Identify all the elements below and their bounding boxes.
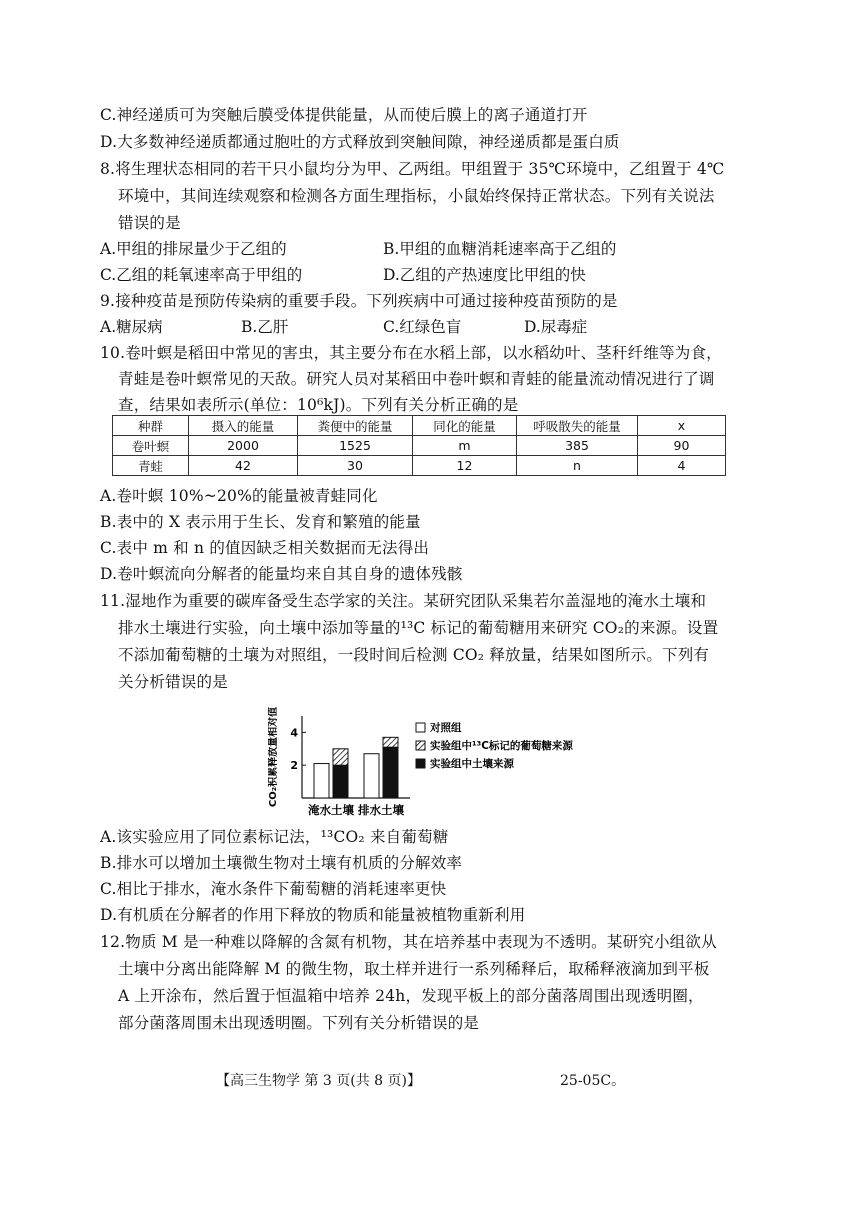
q10-option-c: C.表中 m 和 n 的值因缺乏相关数据而无法得出 xyxy=(100,539,430,557)
table-cell: 青蛙 xyxy=(113,456,189,476)
table-header: 呼吸散失的能量 xyxy=(517,416,638,436)
bar-glucose-source xyxy=(383,737,398,747)
q11-option-b: B.排水可以增加土壤微生物对土壤有机质的分解效率 xyxy=(100,854,463,872)
table-cell: 卷叶螟 xyxy=(113,436,189,456)
bar-glucose-source xyxy=(333,749,348,765)
q10-stem-2: 青蛙是卷叶螟常见的天敌。研究人员对某稻田中卷叶螟和青蛙的能量流动情况进行了调 xyxy=(118,370,715,388)
q8-stem-3: 错误的是 xyxy=(118,214,181,232)
table-cell: 1525 xyxy=(298,436,413,456)
q12-stem-2: 土壤中分离出能降解 M 的微生物，取土样并进行一系列稀释后，取稀释液滴加到平板 xyxy=(118,960,710,978)
q12-stem-3: A 上开涂布，然后置于恒温箱中培养 24h，发现平板上的部分菌落周围出现透明圈， xyxy=(118,987,704,1005)
q9-option-b: B.乙肝 xyxy=(241,318,289,336)
q11-stem-1: 11.湿地作为重要的碳库备受生态学家的关注。某研究团队采集若尔盖湿地的淹水土壤和 xyxy=(100,592,707,610)
table-cell: 2000 xyxy=(189,436,298,456)
q8-option-a: A.甲组的排尿量少于乙组的 xyxy=(100,240,287,258)
q8-option-b: B.甲组的血糖消耗速率高于乙组的 xyxy=(383,240,617,258)
q8-option-d: D.乙组的产热速度比甲组的快 xyxy=(383,266,586,284)
table-cell: 90 xyxy=(638,436,726,456)
bar-control xyxy=(364,754,379,798)
table-cell: 4 xyxy=(638,456,726,476)
table-header: x xyxy=(638,416,726,436)
q9-option-a: A.糖尿病 xyxy=(100,318,163,336)
bar-soil-source xyxy=(333,765,348,798)
table-header: 种群 xyxy=(113,416,189,436)
x-tick-label: 排水土壤 xyxy=(358,803,404,817)
q11-option-c: C.相比于排水，淹水条件下葡萄糖的消耗速率更快 xyxy=(100,880,447,898)
q10-option-d: D.卷叶螟流向分解者的能量均来自其自身的遗体残骸 xyxy=(100,565,463,583)
q7-option-c: C.神经递质可为突触后膜受体提供能量，从而使后膜上的离子通道打开 xyxy=(100,106,588,124)
q9-stem: 9.接种疫苗是预防传染病的重要手段。下列疾病中可通过接种疫苗预防的是 xyxy=(100,292,618,310)
y-axis-label: CO₂积累释放量相对值 xyxy=(268,706,279,808)
legend-label: 实验组中土壤来源 xyxy=(430,758,514,770)
energy-flow-table xyxy=(112,415,726,476)
q9-option-d: D.尿毒症 xyxy=(524,318,588,336)
q10-stem-3: 查，结果如表所示(单位：10⁶kJ)。下列有关分析正确的是 xyxy=(118,396,519,414)
table-cell: 42 xyxy=(189,456,298,476)
footer-page-info: 【高三生物学 第 3 页(共 8 页)】 xyxy=(216,1073,421,1089)
co2-chart xyxy=(268,690,598,830)
co2-chart-svg xyxy=(268,690,598,830)
q10-option-a: A.卷叶螟 10%~20%的能量被青蛙同化 xyxy=(100,487,378,505)
q12-stem-1: 12.物质 M 是一种难以降解的含氮有机物，其在培养基中表现为不透明。某研究小组欲从 xyxy=(100,933,717,951)
table-cell: n xyxy=(517,456,638,476)
q11-stem-3: 不添加葡萄糖的土壤为对照组，一段时间后检测 CO₂ 释放量，结果如图所示。下列有 xyxy=(118,646,710,664)
legend-label: 对照组 xyxy=(430,722,462,734)
table-cell: 385 xyxy=(517,436,638,456)
q8-option-c: C.乙组的耗氧速率高于甲组的 xyxy=(100,266,303,284)
y-tick-label: 4 xyxy=(290,726,298,740)
footer-code: 25-05C。 xyxy=(560,1073,626,1089)
q11-option-d: D.有机质在分解者的作用下释放的物质和能量被植物重新利用 xyxy=(100,906,526,924)
q11-option-a: A.该实验应用了同位素标记法，¹³CO₂ 来自葡萄糖 xyxy=(100,828,449,846)
q7-option-d: D.大多数神经递质都通过胞吐的方式释放到突触间隙，神经递质都是蛋白质 xyxy=(100,133,620,151)
table-cell: m xyxy=(413,436,517,456)
y-tick-label: 2 xyxy=(290,759,298,773)
q8-stem-1: 8.将生理状态相同的若干只小鼠均分为甲、乙两组。甲组置于 35℃环境中，乙组置于 4℃ xyxy=(100,160,725,178)
table-header: 同化的能量 xyxy=(413,416,517,436)
table-cell: 30 xyxy=(298,456,413,476)
legend-label: 实验组中¹³C标记的葡萄糖来源 xyxy=(430,740,573,752)
bar-control xyxy=(314,764,329,798)
legend-swatch xyxy=(416,741,425,750)
q11-stem-4: 关分析错误的是 xyxy=(118,673,228,691)
table-header: 摄入的能量 xyxy=(189,416,298,436)
legend-swatch xyxy=(416,723,425,732)
table-row xyxy=(113,456,726,476)
q11-stem-2: 排水土壤进行实验，向土壤中添加等量的¹³C 标记的葡萄糖用来研究 CO₂的来源。设置 xyxy=(118,619,719,637)
table-cell: 12 xyxy=(413,456,517,476)
q10-option-b: B.表中的 X 表示用于生长、发育和繁殖的能量 xyxy=(100,513,421,531)
legend-swatch xyxy=(416,759,425,768)
table-row xyxy=(113,436,726,456)
q10-stem-1: 10.卷叶螟是稻田中常见的害虫，其主要分布在水稻上部，以水稻幼叶、茎秆纤维等为食， xyxy=(100,344,722,362)
q8-stem-2: 环境中，其间连续观察和检测各方面生理指标，小鼠始终保持正常状态。下列有关说法 xyxy=(118,187,715,205)
q12-stem-4: 部分菌落周围未出现透明圈。下列有关分析错误的是 xyxy=(118,1014,480,1032)
q9-option-c: C.红绿色盲 xyxy=(383,318,462,336)
x-tick-label: 淹水土壤 xyxy=(308,803,354,817)
table-header: 粪便中的能量 xyxy=(298,416,413,436)
bar-soil-source xyxy=(383,747,398,798)
table-header-row xyxy=(113,416,726,436)
